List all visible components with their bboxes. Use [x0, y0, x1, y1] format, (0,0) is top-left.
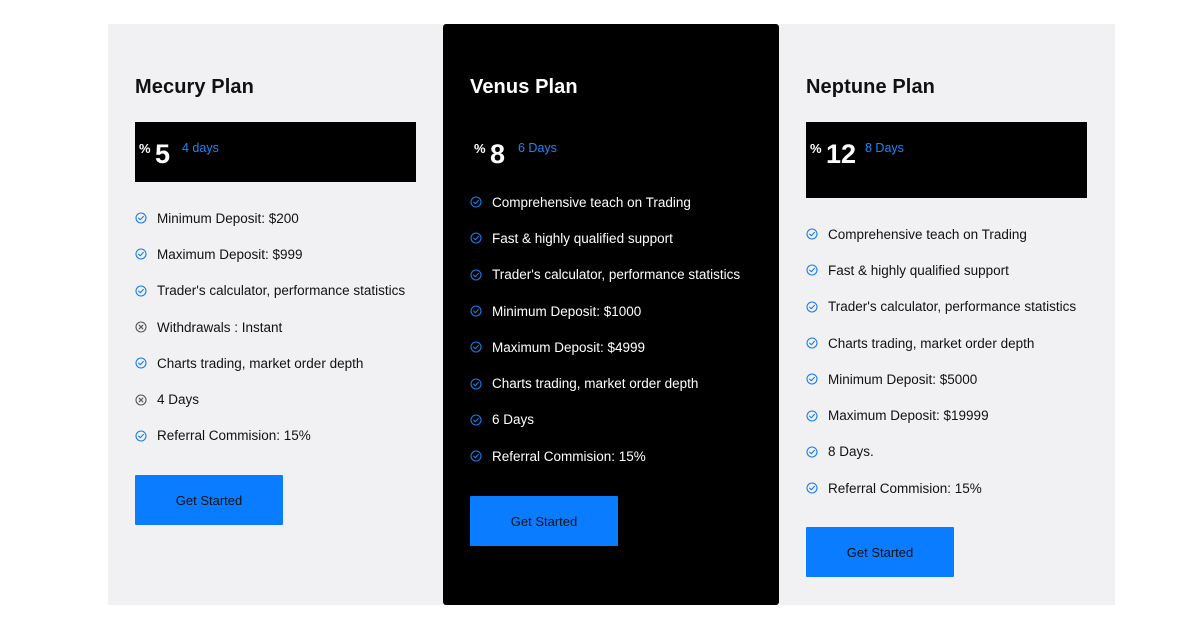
check-circle-icon — [470, 378, 482, 390]
rate-box — [470, 122, 751, 170]
duration-label: 4 days — [182, 141, 219, 155]
check-circle-icon — [806, 337, 818, 349]
feature-item — [135, 236, 405, 272]
feature-item — [135, 345, 405, 381]
feature-item — [470, 438, 740, 474]
check-circle-icon — [470, 196, 482, 208]
get-started-button[interactable]: Get Started — [470, 496, 618, 546]
feature-text: Charts trading, market order depth — [828, 335, 1035, 351]
feature-text: Minimum Deposit: $5000 — [828, 371, 978, 387]
feature-item — [806, 216, 1076, 252]
percent-symbol: % — [810, 141, 822, 156]
get-started-button[interactable]: Get Started — [806, 527, 954, 577]
check-circle-icon — [135, 248, 147, 260]
check-circle-icon — [470, 232, 482, 244]
check-circle-icon — [135, 212, 147, 224]
check-circle-icon — [806, 228, 818, 240]
feature-text: Maximum Deposit: $19999 — [828, 408, 989, 424]
plan-title: Venus Plan — [470, 76, 578, 98]
check-circle-icon — [806, 446, 818, 458]
feature-text: Maximum Deposit: $999 — [157, 246, 303, 262]
check-circle-icon — [806, 482, 818, 494]
feature-text: Fast & highly qualified support — [492, 230, 673, 246]
check-circle-icon — [135, 430, 147, 442]
percent-symbol: % — [139, 141, 151, 156]
feature-item — [806, 470, 1076, 506]
rate-box — [806, 122, 1087, 198]
feature-item — [806, 397, 1076, 433]
feature-item — [470, 402, 740, 438]
feature-list — [806, 216, 1076, 506]
feature-text: Comprehensive teach on Trading — [828, 226, 1027, 242]
check-circle-icon — [470, 450, 482, 462]
feature-text: Minimum Deposit: $200 — [157, 210, 299, 226]
feature-item — [135, 418, 405, 454]
rate-value: 12 — [826, 139, 857, 169]
duration-label: 8 Days — [865, 141, 904, 155]
check-circle-icon — [135, 357, 147, 369]
feature-item — [470, 220, 740, 256]
feature-item — [806, 252, 1076, 288]
feature-text: Fast & highly qualified support — [828, 262, 1009, 278]
rate-box — [135, 122, 416, 182]
feature-text: Trader's calculator, performance statistics — [157, 283, 406, 299]
pricing-plans — [108, 24, 1115, 605]
feature-text: Minimum Deposit: $1000 — [492, 303, 642, 319]
feature-item — [470, 365, 740, 401]
feature-item — [470, 257, 740, 293]
feature-text: Charts trading, market order depth — [492, 376, 699, 392]
feature-text: Referral Commision: 15% — [492, 448, 646, 464]
check-circle-icon — [470, 305, 482, 317]
feature-text: 6 Days — [492, 412, 535, 428]
feature-item — [135, 381, 405, 417]
feature-text: 8 Days. — [828, 444, 874, 460]
feature-item — [806, 361, 1076, 397]
feature-item — [470, 184, 740, 220]
check-circle-icon — [470, 341, 482, 353]
feature-item — [470, 293, 740, 329]
feature-item — [470, 329, 740, 365]
x-circle-icon — [135, 394, 147, 406]
plan-card-mecury — [108, 24, 443, 605]
feature-text: Referral Commision: 15% — [828, 480, 982, 496]
check-circle-icon — [806, 410, 818, 422]
plan-card-venus — [443, 24, 779, 605]
feature-item — [135, 309, 405, 345]
rate-value: 5 — [155, 139, 171, 169]
feature-item — [135, 273, 405, 309]
feature-text: Comprehensive teach on Trading — [492, 194, 691, 210]
feature-item — [135, 200, 405, 236]
check-circle-icon — [806, 301, 818, 313]
check-circle-icon — [135, 285, 147, 297]
feature-text: 4 Days — [157, 392, 200, 408]
feature-text: Maximum Deposit: $4999 — [492, 339, 646, 355]
plan-card-neptune — [779, 24, 1115, 605]
check-circle-icon — [470, 269, 482, 281]
percent-symbol: % — [474, 141, 486, 156]
rate-value: 8 — [490, 139, 506, 169]
feature-item — [806, 289, 1076, 325]
get-started-button[interactable]: Get Started — [135, 475, 283, 525]
plan-title: Neptune Plan — [806, 76, 935, 98]
check-circle-icon — [806, 373, 818, 385]
feature-text: Trader's calculator, performance statistics — [828, 299, 1077, 315]
check-circle-icon — [806, 264, 818, 276]
feature-list — [470, 184, 740, 474]
x-circle-icon — [135, 321, 147, 333]
feature-text: Charts trading, market order depth — [157, 355, 364, 371]
feature-list — [135, 200, 405, 454]
feature-text: Trader's calculator, performance statistics — [492, 267, 741, 283]
plan-title: Mecury Plan — [135, 76, 254, 98]
feature-item — [806, 325, 1076, 361]
feature-text: Withdrawals : Instant — [157, 319, 283, 335]
check-circle-icon — [470, 414, 482, 426]
feature-item — [806, 434, 1076, 470]
feature-text: Referral Commision: 15% — [157, 428, 311, 444]
duration-label: 6 Days — [518, 141, 557, 155]
